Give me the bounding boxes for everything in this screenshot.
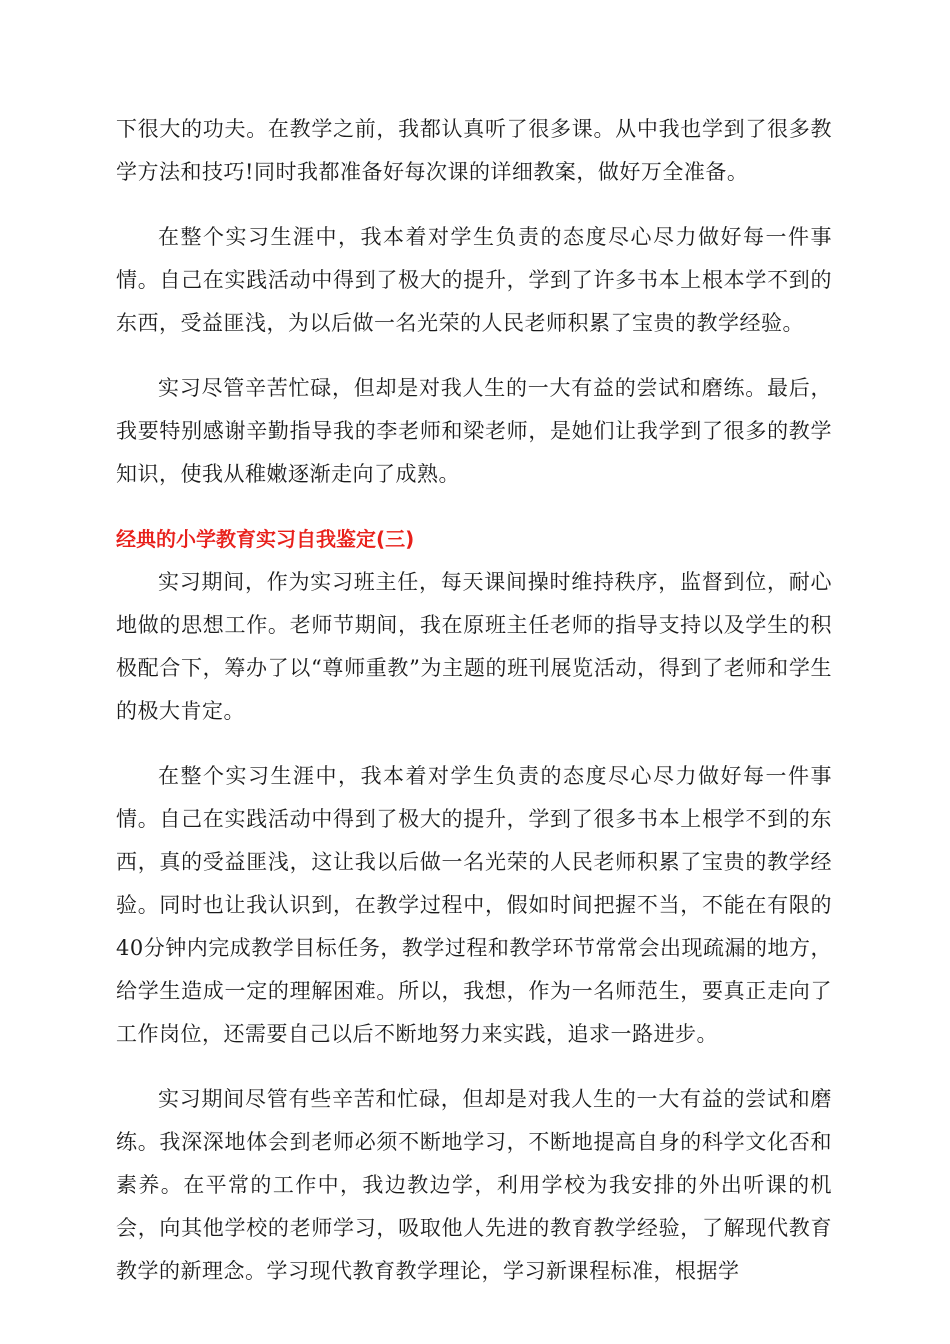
paragraph: 实习尽管辛苦忙碌，但却是对我人生的一大有益的尝试和磨练。最后，我要特别感谢辛勤指导我的李老师和梁老师，是她们让我学到了很多的教学知识，使我从稚嫩逐渐走向了成熟。 [116,376,832,486]
document-page [116,108,832,1315]
paragraph: 在整个实习生涯中，我本着对学生负责的态度尽心尽力做好每一件事情。自己在实践活动中得到了极大的提升，学到了很多书本上根学不到的东西，真的受益匪浅，这让我以后做一名光荣的人民老师积累了宝贵的教学经验。同时也让我认识到，在教学过程中，假如时间把握不当，不能在有限的40分钟内完成教学目标任务，教学过程和教学环节常常会出现疏漏的地方，给学生造成一定的理解困难。所以，我想，作为一名师范生，要真正走向了工作岗位，还需要自己以后不断地努力来实践，追求一路进步。 [116,764,832,1046]
paragraph: 实习期间尽管有些辛苦和忙碌，但却是对我人生的一大有益的尝试和磨练。我深深地体会到老师必须不断地学习，不断地提高自身的科学文化否和素养。在平常的工作中，我边教边学，利用学校为我安排的外出听课的机会，向其他学校的老师学习，吸取他人先进的教育教学经验，了解现代教育教学的新理念。学习现代教育教学理论，学习新课程标准，根据学 [116,1087,832,1283]
paragraph: 在整个实习生涯中，我本着对学生负责的态度尽心尽力做好每一件事情。自己在实践活动中得到了极大的提升，学到了许多书本上根本学不到的东西，受益匪浅，为以后做一名光荣的人民老师积累了宝贵的教学经验。 [116,225,832,335]
section-heading: 经典的小学教育实习自我鉴定(三) [116,527,415,551]
paragraph: 实习期间，作为实习班主任，每天课间操时维持秩序，监督到位，耐心地做的思想工作。老师节期间，我在原班主任老师的指导支持以及学生的积极配合下，筹办了以“尊师重教”为主题的班刊展览活动，得到了老师和学生的极大肯定。 [116,570,832,723]
paragraph-continued: 下很大的功夫。在教学之前，我都认真听了很多课。从中我也学到了很多教学方法和技巧!同时我都准备好每次课的详细教案，做好万全准备。 [116,117,832,184]
